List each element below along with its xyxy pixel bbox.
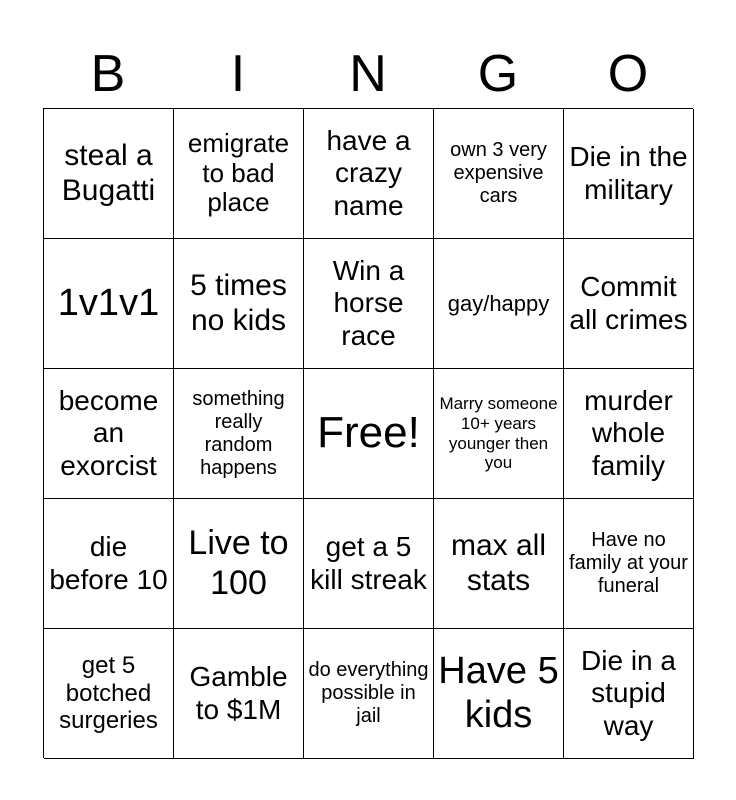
bingo-cell[interactable]: [174, 239, 304, 369]
bingo-cell[interactable]: [564, 629, 694, 759]
cell-text: murder whole family: [584, 385, 673, 481]
cell-text: emigrate to bad place: [187, 127, 290, 218]
bingo-cell[interactable]: [174, 499, 304, 629]
cell-text: Win a horse race: [332, 255, 405, 351]
free-space[interactable]: [304, 369, 434, 499]
cell-text: something really random happens: [192, 387, 285, 479]
bingo-cell[interactable]: [44, 499, 174, 629]
bingo-header: [43, 40, 693, 108]
bingo-cell[interactable]: [44, 239, 174, 369]
cell-text: get a 5 kill streak: [310, 531, 427, 595]
cell-text: own 3 very expensive cars: [450, 139, 547, 207]
bingo-cell[interactable]: [434, 239, 564, 369]
cell-text: do everything possible in jail: [308, 659, 429, 727]
bingo-cell[interactable]: [174, 369, 304, 499]
bingo-cell[interactable]: [434, 109, 564, 239]
cell-text: max all stats: [450, 529, 547, 597]
bingo-cell[interactable]: [564, 239, 694, 369]
bingo-cell[interactable]: [434, 629, 564, 759]
bingo-cell[interactable]: [564, 109, 694, 239]
bingo-cell[interactable]: [174, 109, 304, 239]
cell-text: 5 times no kids: [190, 269, 287, 337]
header-letter-i: I: [230, 45, 246, 103]
cell-text: Marry someone 10+ years younger then you: [439, 394, 558, 473]
cell-text: Have 5 kids: [438, 649, 559, 736]
cell-text: Gamble to $1M: [189, 661, 288, 725]
header-letter-o: O: [607, 45, 649, 103]
header-letter-g: G: [477, 45, 519, 103]
bingo-cell[interactable]: [44, 369, 174, 499]
cell-text: steal a Bugatti: [61, 139, 156, 207]
cell-text: gay/happy: [447, 290, 550, 316]
cell-text: 1v1v1: [57, 281, 160, 324]
bingo-cell[interactable]: [564, 369, 694, 499]
cell-text: Die in a stupid way: [581, 645, 676, 741]
cell-text: die before 10: [49, 531, 168, 595]
cell-text: Live to 100: [188, 524, 289, 602]
header-letter-n: N: [349, 45, 387, 103]
bingo-cell[interactable]: [434, 499, 564, 629]
bingo-cell[interactable]: [44, 629, 174, 759]
bingo-cell[interactable]: [304, 239, 434, 369]
header-letter-b: B: [90, 45, 126, 103]
cell-text: have a crazy name: [326, 125, 411, 221]
bingo-cell[interactable]: [44, 109, 174, 239]
cell-text: get 5 botched surgeries: [59, 652, 158, 735]
cell-text: Die in the military: [569, 141, 688, 205]
bingo-cell[interactable]: [304, 109, 434, 239]
bingo-cell[interactable]: [564, 499, 694, 629]
bingo-cell[interactable]: [304, 629, 434, 759]
free-space-text: Free!: [317, 408, 420, 458]
bingo-cell[interactable]: [304, 499, 434, 629]
cell-text: Commit all crimes: [569, 271, 688, 335]
cell-text: Have no family at your funeral: [569, 529, 688, 597]
bingo-cell[interactable]: [174, 629, 304, 759]
bingo-grid: [43, 108, 693, 758]
bingo-cell[interactable]: [434, 369, 564, 499]
cell-text: become an exorcist: [58, 385, 159, 481]
